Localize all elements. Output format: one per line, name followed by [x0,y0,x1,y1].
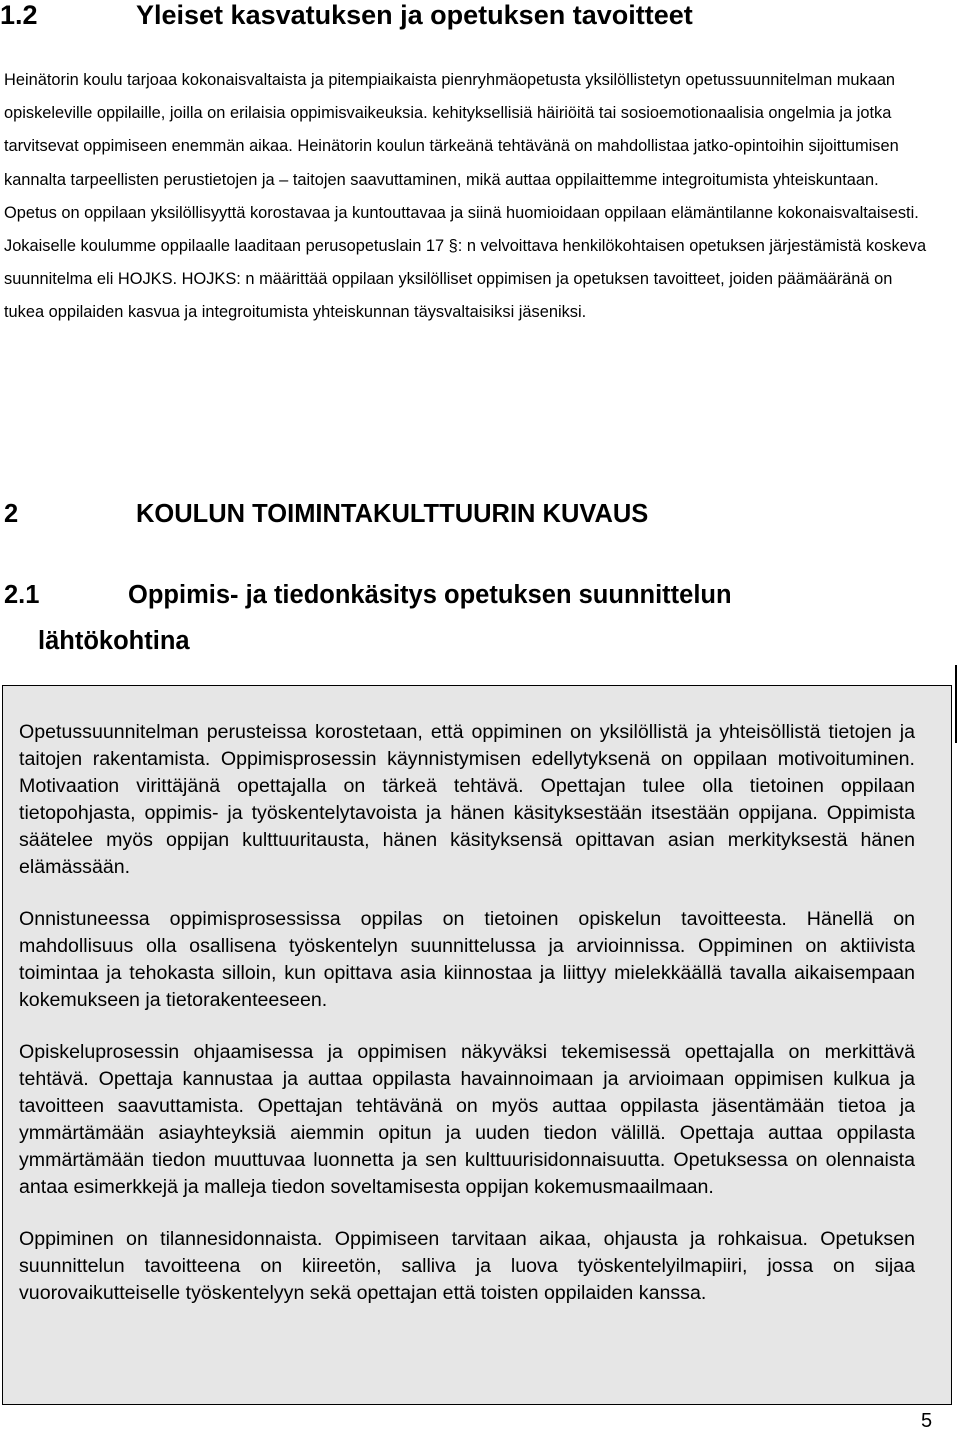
page-number: 5 [921,1410,933,1432]
box-paragraph: Opiskeluprosessin ohjaamisessa ja oppimisen näkyväksi tekemisessä opettajalla on merkittävä tehtävä. Opettaja kannustaa ja auttaa oppilasta havainnoimaan ja arvioimaan oppimisen kulkua ja tavoitteen saavuttamista. Opettajan tehtävänä on myös auttaa oppilasta jäsentämään tietoa ja ymmärtämään asiayhteyksiä aiemmin opitun ja uuden tiedon välillä. Opettaja auttaa oppilasta ymmärtämään tiedon muuttuvaa luonnetta ja sen kulttuurisidonnaisuutta. Opetuksessa on olennaista antaa esimerkkejä ja malleja tiedon soveltamisesta oppijan kokemusmaailmaan. [19,1041,915,1198]
section-title: KOULUN TOIMINTAKULTTUURIN KUVAUS [136,500,649,528]
section-number: 1.2 [0,0,38,30]
section-heading-2-1 [4,572,732,664]
box-paragraph: Oppiminen on tilannesidonnaista. Oppimiseen tarvitaan aikaa, ohjausta ja rohkaisua. Opetuksen suunnittelun tavoitteena on kiireetön, salliva ja luova työskentelyilmapiiri, jossa on sijaa vuorovaikutteiselle työskentelyyn sekä opettajan että toisten oppilaiden kanssa. [19,1228,915,1304]
section-number: 2.1 [4,581,40,609]
section-number: 2 [4,500,19,528]
section-heading-1-2 [0,0,693,30]
intro-paragraph: Heinätorin koulu tarjoaa kokonaisvaltaista ja pitempiaikaista pienryhmäopetusta yksilöllistetyn opetussuunnitelman mukaan opiskeleville oppilaille, joilla on erilaisia oppimisvaikeuksia. kehityksellisiä häiriöitä tai sosioemotionaalisia ongelmia ja jotka tarvitsevat oppimiseen enemmän aikaa. Heinätorin koulun tärkeänä tehtävänä on mahdollistaa jatko-opintoihin sijoittumisen kannalta tarpeellisten perustietojen ja – taitojen saavuttaminen, mikä auttaa oppilaittemme integroitumista yhteiskuntaan. Opetus on oppilaan yksilöllisyyttä korostavaa ja kuntouttavaa ja siinä huomioidaan oppilaan elämäntilanne kokonaisvaltaisesti. Jokaiselle koulumme oppilaalle laaditaan perusopetuslain 17 §: n velvoittava henkilökohtaisen opetuksen järjestämistä koskeva suunnitelma eli HOJKS. HOJKS: n määrittää oppilaan yksilölliset oppimisen ja opetuksen tavoitteet, joiden päämääränä on tukea oppilaiden kasvua ja integroitumista yhteiskunnan täysvaltaisiksi jäseniksi. [4,71,927,322]
section-title-line-1: Oppimis- ja tiedonkäsitys opetuksen suunnittelun [128,581,732,609]
section-title: Yleiset kasvatuksen ja opetuksen tavoitteet [136,0,693,30]
box-paragraph: Onnistuneessa oppimisprosessissa oppilas on tietoinen opiskelun tavoitteesta. Hänellä on mahdollisuus olla osallisena työskentelyn suunnittelussa ja arvioinnissa. Oppiminen on aktiivista toimintaa ja tehokasta silloin, kun opittava asia kiinnostaa ja liittyy mielekkäällä tavalla aikaisempaan kokemukseen ja tietorakenteeseen. [19,908,915,1011]
section-title-line-2: lähtökohtina [38,627,190,655]
margin-rule [955,665,957,743]
section-heading-2 [4,498,648,530]
shaded-text-box [2,685,952,1405]
box-paragraph: Opetussuunnitelman perusteissa korostetaan, että oppiminen on yksilöllistä ja yhteisöllistä tietojen ja taitojen rakentamista. Oppimisprosessin käynnistymisen edellytyksenä on oppilaan motivoituminen. Motivaation virittäjänä opettajalla on tärkeä tehtävä. Opettajan tulee olla tietoinen oppilaan tietopohjasta, oppimis- ja työskentelytavoista ja hänen käsityksestään itsestään oppijana. Oppimista säätelee myös oppijan kulttuuritausta, hänen käsityksensä opittavan asian merkityksestä hänen elämässään. [19,721,915,878]
